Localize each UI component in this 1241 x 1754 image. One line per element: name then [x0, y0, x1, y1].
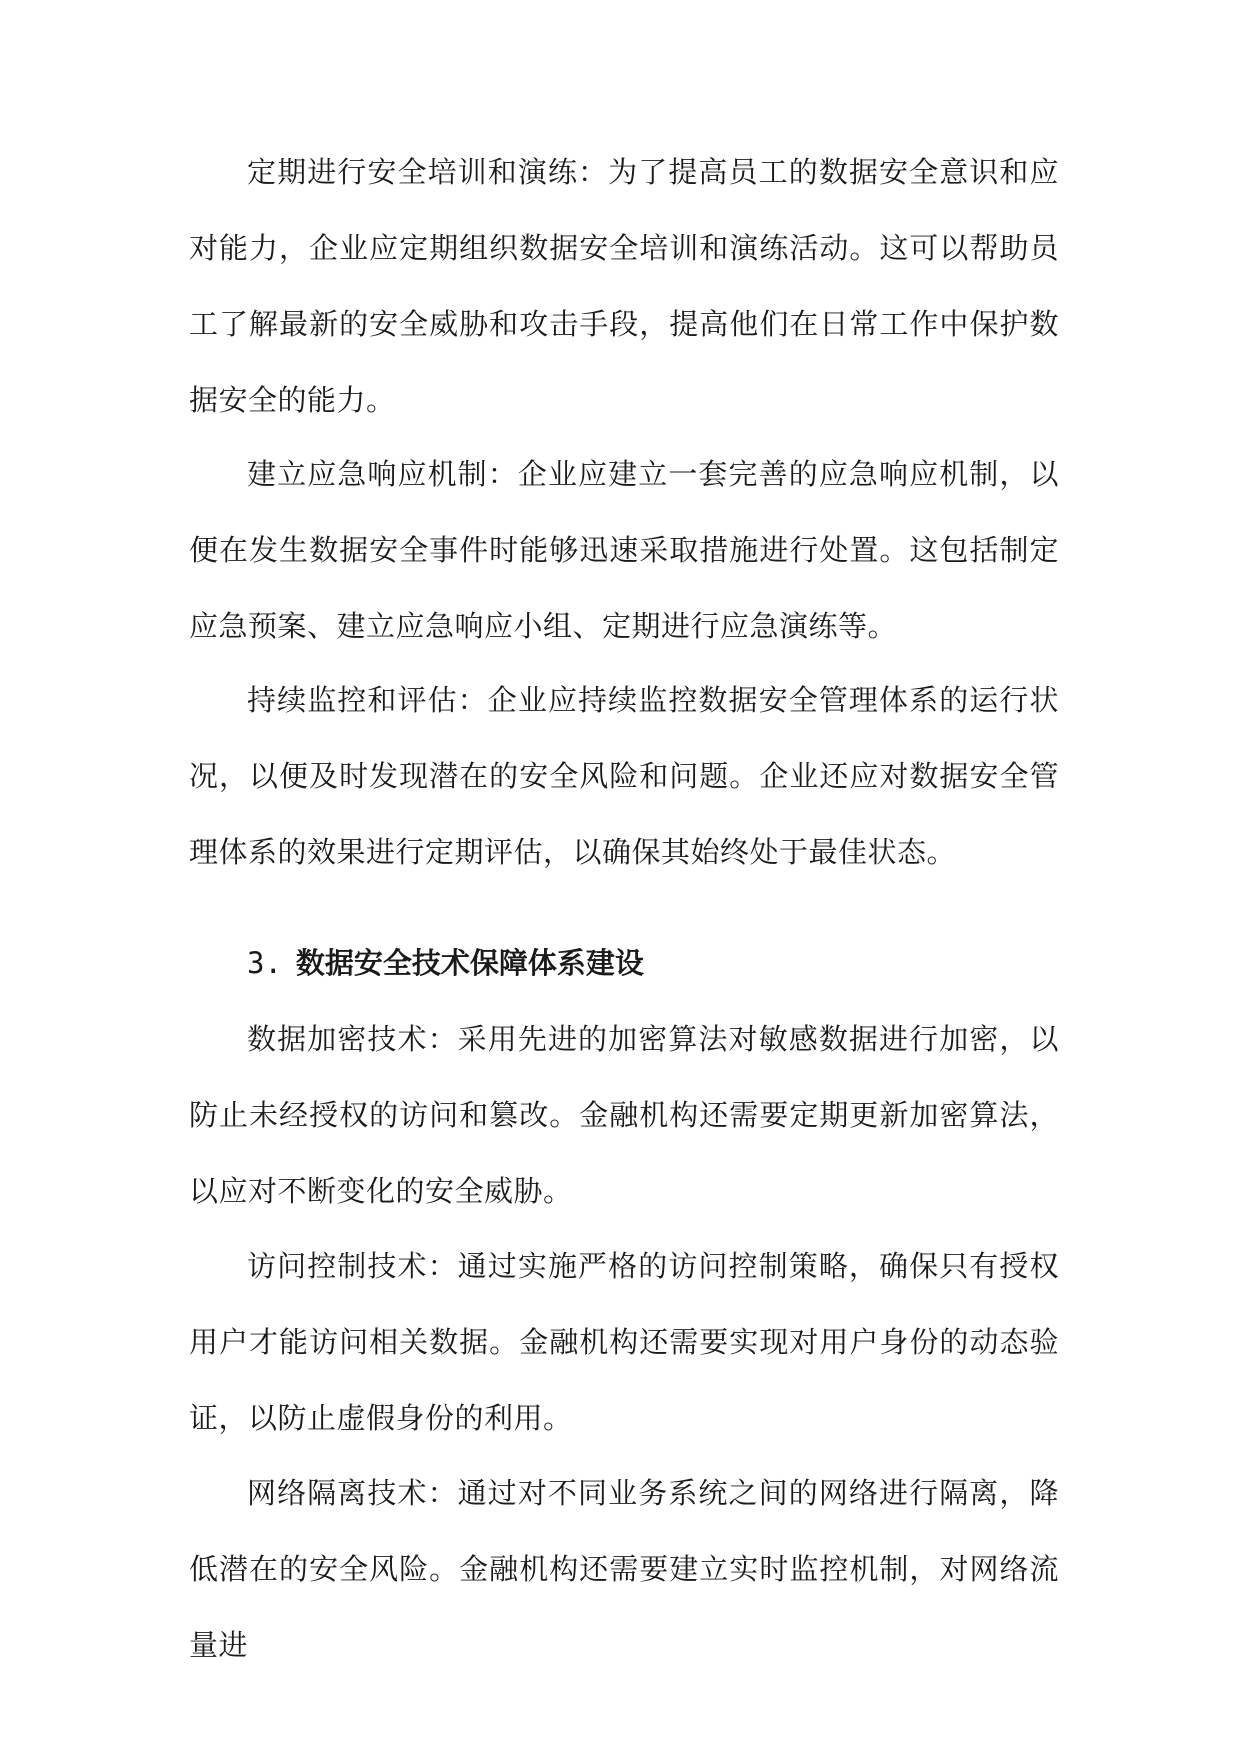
paragraph-monitoring-evaluation: 持续监控和评估：企业应持续监控数据安全管理体系的运行状况，以便及时发现潜在的安全风险和问题。企业还应对数据安全管理体系的效果进行定期评估，以确保其始终处于最佳状态。: [189, 683, 1059, 869]
section-title: 数据安全技术保障体系建设: [295, 946, 644, 980]
paragraph-access-control: 访问控制技术：通过实施严格的访问控制策略，确保只有授权用户才能访问相关数据。金融机构还需要实现对用户身份的动态验证，以防止虚假身份的利用。: [189, 1249, 1059, 1435]
paragraph-security-training: 定期进行安全培训和演练：为了提高员工的数据安全意识和应对能力，企业应定期组织数据安全培训和演练活动。这可以帮助员工了解最新的安全威胁和攻击手段，提高他们在日常工作中保护数据安全的能力。: [189, 155, 1059, 417]
paragraph-network-isolation: 网络隔离技术：通过对不同业务系统之间的网络进行隔离，降低潜在的安全风险。金融机构还需要建立实时监控机制，对网络流量进: [189, 1476, 1059, 1662]
paragraph-encryption: 数据加密技术：采用先进的加密算法对敏感数据进行加密，以防止未经授权的访问和篡改。金融机构还需要定期更新加密算法，以应对不断变化的安全威胁。: [189, 1022, 1059, 1208]
section-heading: [247, 925, 1047, 1001]
section-number: 3.: [247, 946, 282, 980]
paragraph-emergency-response: 建立应急响应机制：企业应建立一套完善的应急响应机制，以便在发生数据安全事件时能够迅速采取措施进行处置。这包括制定应急预案、建立应急响应小组、定期进行应急演练等。: [189, 457, 1059, 643]
